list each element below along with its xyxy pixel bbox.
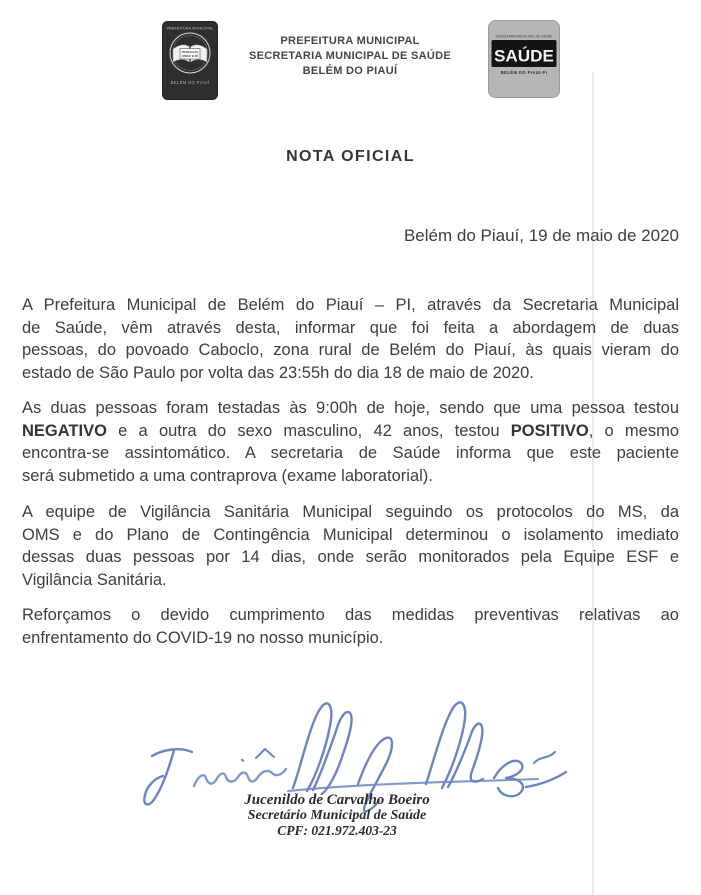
text-line: enfrentamento do COVID-19 no nosso município. [22,628,384,647]
signatory-name: Jucenildo de Carvalho Boeiro [244,792,430,808]
text-line: de Saúde, vêm através desta, informar que foi feita a abordagem de duas [22,318,679,337]
crest-bottom-label: BELÉM DO PIAUÍ [170,80,210,85]
dateline: Belém do Piauí, 19 de maio de 2020 [403,226,679,245]
text-line: Vigilância Sanitária. [22,571,167,590]
org-line-1: PREFEITURA MUNICIPAL [280,35,420,47]
text-line: A equipe de Vigilância Sanitária Municipal seguindo os protocolos do MS, da [22,503,679,521]
org-line-2: SECRETARIA MUNICIPAL DE SAÚDE [248,50,452,62]
health-logo-top-label: SECRETARIA MUNICIPAL DE SAÚDE [495,34,553,39]
signatory-role: Secretário Municipal de Saúde [247,808,427,823]
text-line: Reforçamos o devido cumprimento das medidas preventivas relativas ao [22,606,679,624]
crest-top-label: PREFEITURA MUNICIPAL [166,26,214,31]
paragraph [22,294,679,385]
crest-motto-line2: UNIÃO E FÉ [181,54,199,59]
page-title: NOTA OFICIAL [286,148,415,165]
crest-motto-line1: TRABALHO, [181,50,199,54]
text-line: encontra-se assintomático. A secretaria de Saúde informa que este paciente [22,444,679,463]
text-line: NEGATIVO e a outra do sexo masculino, 42 anos, testou POSITIVO, o mesmo [22,421,679,440]
text-line: A Prefeitura Municipal de Belém do Piauí – PI, através da Secretaria Municipal [22,296,679,314]
org-line-3: BELÉM DO PIAUÍ [302,65,398,77]
paragraph [22,397,679,488]
text-line: pessoas, do povoado Caboclo, zona rural de Belém do Piauí, às quais vieram do [22,341,679,360]
text-line: As duas pessoas foram testadas às 9:00h de hoje, sendo que uma pessoa testou [22,399,679,417]
municipal-crest-logo [162,21,218,100]
paragraph [22,501,679,592]
text-line: estado de São Paulo por volta das 23:55h do dia 18 de maio de 2020. [22,364,534,383]
org-name-block [230,34,470,79]
text-line: dessas duas pessoas por 14 dias, onde serão monitorados pela Equipe ESF e [22,548,679,567]
signatory-block [137,792,537,838]
health-logo-bottom-label: BELÉM DO PIAUI-PI [500,70,548,75]
saude-wordmark: SAÚDE [494,46,554,66]
text-line: OMS e do Plano de Contingência Municipal determinou o isolamento imediato [22,525,679,544]
health-secretariat-logo [488,20,560,98]
signatory-cpf: CPF: 021.972.403-23 [277,823,397,838]
paragraph [22,604,679,649]
text-line: será submetido a uma contraprova (exame laboratorial). [22,467,433,486]
